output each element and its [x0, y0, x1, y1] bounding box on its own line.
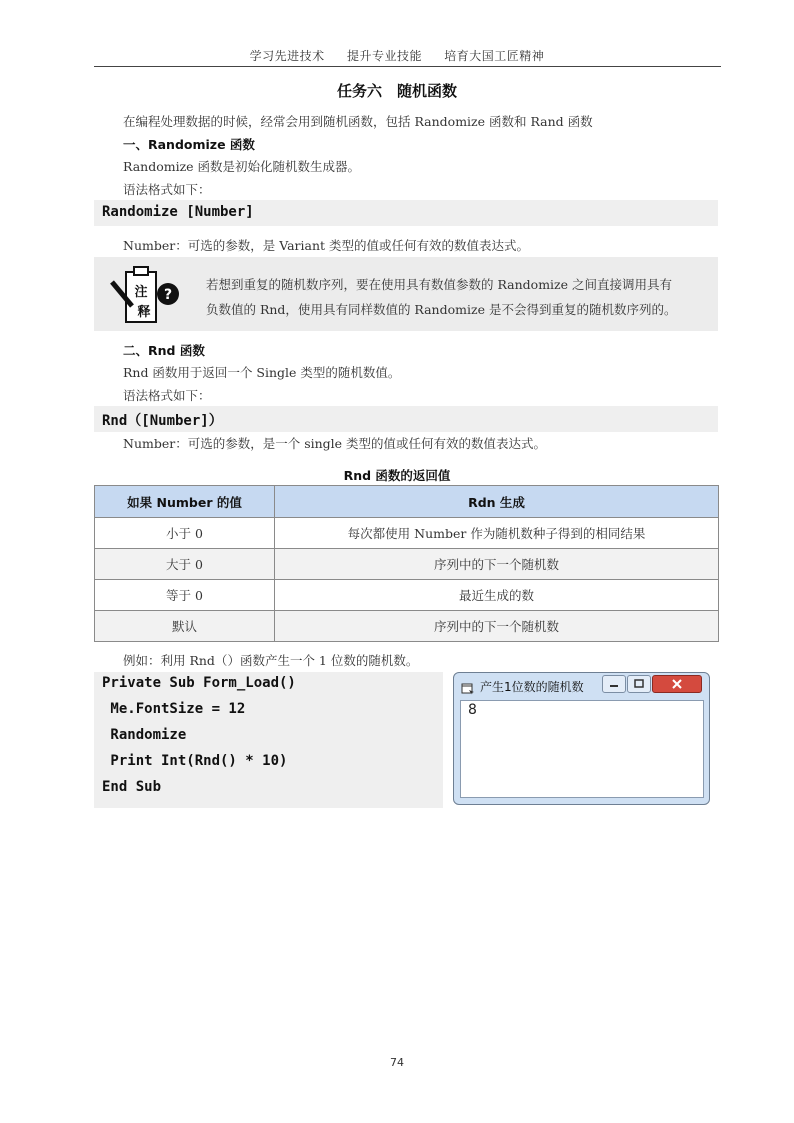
note-line-2: 负数值的 Rnd，使用具有同样数值的 Randomize 是不会得到重复的随机数序列的。 — [206, 302, 677, 317]
window-title: 产生1位数的随机数 — [480, 680, 584, 694]
table-cell: 默认 — [95, 611, 275, 642]
table-cell: 序列中的下一个随机数 — [275, 549, 719, 580]
section2-heading: 二、Rnd 函数 — [123, 343, 205, 358]
code-line: Private Sub Form_Load() — [102, 675, 296, 691]
section2-syntax: Rnd（[Number]） — [102, 413, 223, 429]
table-row — [95, 611, 719, 642]
note-icon-label-bottom: 释 — [137, 305, 151, 320]
section1-syntax-label: 语法格式如下： — [123, 182, 211, 197]
page-number: 74 — [390, 1056, 404, 1069]
page-title: 任务六 随机函数 — [336, 82, 457, 100]
minimize-icon — [603, 676, 625, 692]
maximize-icon — [628, 676, 650, 692]
note-line-1: 若想到重复的随机数序列，要在使用具有数值参数的 Randomize 之间直接调用具有 — [206, 277, 673, 292]
table-cell: 序列中的下一个随机数 — [275, 611, 719, 642]
window-client-area — [460, 700, 704, 798]
close-button[interactable] — [652, 675, 702, 693]
header-rule — [94, 66, 721, 67]
form-icon — [461, 680, 475, 692]
table-cell: 等于 0 — [95, 580, 275, 611]
section2-desc: Rnd 函数用于返回一个 Single 类型的随机数值。 — [123, 365, 401, 380]
section2-param: Number：可选的参数，是一个 single 类型的值或任何有效的数值表达式。 — [123, 436, 547, 451]
example-intro: 例如：利用 Rnd（）函数产生一个 1 位数的随机数。 — [123, 653, 419, 668]
page-header: 学习先进技术 提升专业技能 培育大国工匠精神 — [249, 49, 545, 63]
window-output: 8 — [468, 702, 477, 718]
table-cell: 小于 0 — [95, 518, 275, 549]
note-icon-label-top: 注 — [134, 285, 148, 300]
code-line: Me.FontSize = 12 — [102, 701, 246, 717]
code-line: Randomize — [102, 727, 187, 743]
table-header-row — [95, 486, 719, 518]
code-line: End Sub — [102, 779, 162, 795]
section1-param: Number：可选的参数，是 Variant 类型的值或任何有效的数值表达式。 — [123, 238, 529, 253]
section2-syntax-label: 语法格式如下： — [123, 388, 211, 403]
section1-syntax: Randomize [Number] — [102, 204, 254, 220]
minimize-button[interactable] — [602, 675, 626, 693]
section1-desc: Randomize 函数是初始化随机数生成器。 — [123, 159, 361, 174]
table-cell: 最近生成的数 — [275, 580, 719, 611]
close-icon — [653, 676, 701, 692]
table-caption: Rnd 函数的返回值 — [343, 468, 451, 483]
table-row — [95, 518, 719, 549]
intro-text: 在编程处理数据的时候，经常会用到随机函数，包括 Randomize 函数和 Rand 函数 — [123, 114, 593, 129]
table-row — [95, 549, 719, 580]
note-text — [206, 272, 712, 322]
maximize-button[interactable] — [627, 675, 651, 693]
svg-text:?: ? — [163, 287, 173, 303]
table-cell: 每次都使用 Number 作为随机数种子得到的相同结果 — [275, 518, 719, 549]
code-line: Print Int(Rnd() * 10) — [102, 753, 288, 769]
table-row — [95, 580, 719, 611]
table-header-cell: 如果 Number 的值 — [95, 486, 275, 518]
note-icon — [110, 264, 188, 326]
section1-heading: 一、Randomize 函数 — [123, 137, 255, 152]
table-header-cell: Rdn 生成 — [275, 486, 719, 518]
table-cell: 大于 0 — [95, 549, 275, 580]
return-value-table — [94, 485, 719, 642]
